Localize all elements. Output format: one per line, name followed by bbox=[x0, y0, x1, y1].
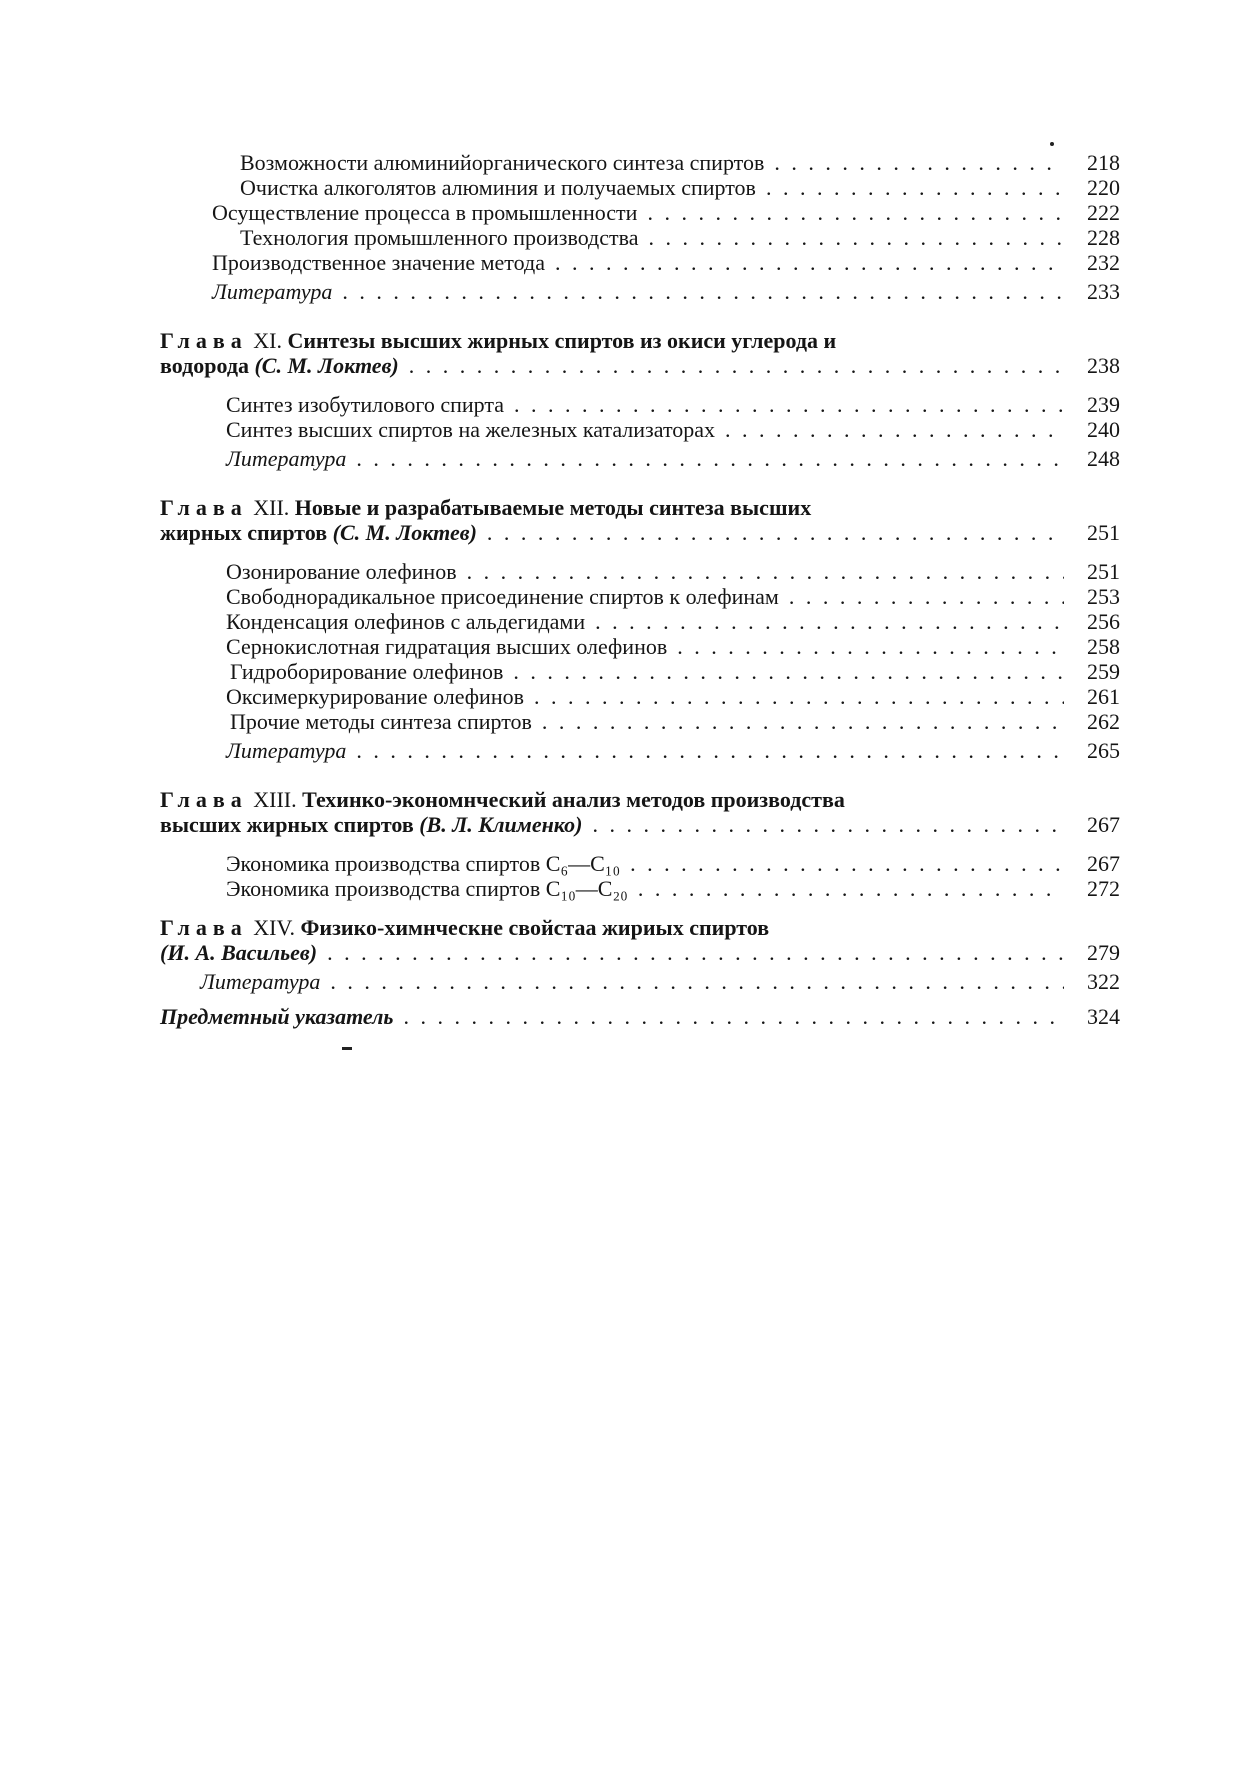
chapter-title-cont: водорода (С. М. Локтев) bbox=[160, 353, 399, 378]
chapter-title: Новые и разрабатываемые методы синтеза высших bbox=[294, 495, 812, 520]
leader-dots bbox=[403, 1004, 1064, 1029]
leader-dots bbox=[766, 175, 1064, 200]
chapter-label: Глава bbox=[160, 328, 248, 353]
toc-entry-page: 261 bbox=[1087, 684, 1120, 709]
chapter-page: 279 bbox=[1087, 940, 1120, 965]
leader-dots bbox=[555, 250, 1064, 275]
print-speck-mark bbox=[1050, 142, 1054, 146]
toc-entry[interactable] bbox=[160, 150, 1120, 175]
toc-entry[interactable] bbox=[160, 200, 1120, 225]
leader-dots bbox=[513, 659, 1064, 684]
toc-entry-page: 265 bbox=[1087, 738, 1120, 763]
toc-entry[interactable] bbox=[160, 876, 1120, 901]
toc-entry-page: 256 bbox=[1087, 609, 1120, 634]
chapter-author: (И. А. Васильев) bbox=[160, 940, 318, 965]
leader-dots bbox=[356, 446, 1064, 471]
leader-dots bbox=[327, 940, 1064, 965]
toc-entry-title: Оксимеркурирование олефинов bbox=[226, 684, 524, 709]
chapter-heading-line2[interactable] bbox=[160, 812, 1120, 837]
chapter-title: Техинко-экономнческий анализ методов производства bbox=[302, 787, 845, 812]
leader-dots bbox=[514, 392, 1064, 417]
toc-entry-page: 262 bbox=[1087, 709, 1120, 734]
toc-entry-page: 324 bbox=[1087, 1004, 1120, 1029]
toc-entry[interactable] bbox=[160, 175, 1120, 200]
chapter-heading-line2[interactable] bbox=[160, 940, 1120, 965]
chapter-label: Глава bbox=[160, 915, 248, 940]
toc-entry-index[interactable] bbox=[160, 1004, 1120, 1029]
toc-entry-page: 239 bbox=[1087, 392, 1120, 417]
toc-entry-page: 222 bbox=[1087, 200, 1120, 225]
chapter-author: (С. М. Локтев) bbox=[332, 520, 477, 545]
toc-entry[interactable] bbox=[160, 417, 1120, 442]
toc-entry-title: Прочие методы синтеза спиртов bbox=[230, 709, 532, 734]
chapter-number: XIII. bbox=[253, 787, 297, 812]
toc-entry-title: Синтез высших спиртов на железных катализаторах bbox=[226, 417, 716, 442]
toc-entry-page: 248 bbox=[1087, 446, 1120, 471]
chapter-title-cont: высших жирных спиртов (В. Л. Клименко) bbox=[160, 812, 583, 837]
toc-entry[interactable] bbox=[160, 684, 1120, 709]
leader-dots bbox=[647, 200, 1064, 225]
toc-entry-title: Экономика производства спиртов C₆—C₁₀ bbox=[226, 851, 621, 876]
toc-entry-literature[interactable] bbox=[160, 446, 1120, 471]
table-of-contents bbox=[160, 150, 1120, 1029]
toc-entry-title: Литература bbox=[212, 279, 333, 304]
toc-entry-page: 272 bbox=[1087, 876, 1120, 901]
toc-entry-title: Гидроборирование олефинов bbox=[230, 659, 504, 684]
leader-dots bbox=[534, 684, 1064, 709]
toc-entry[interactable] bbox=[160, 225, 1120, 250]
chapter-page: 238 bbox=[1087, 353, 1120, 378]
leader-dots bbox=[677, 634, 1064, 659]
chapter-author: (С. М. Локтев) bbox=[254, 353, 399, 378]
print-speck-mark bbox=[342, 1047, 352, 1050]
toc-entry-page: 322 bbox=[1087, 969, 1120, 994]
leader-dots bbox=[774, 150, 1064, 175]
chapter-number: XII. bbox=[253, 495, 290, 520]
toc-entry-page: 232 bbox=[1087, 250, 1120, 275]
chapter-page: 267 bbox=[1087, 812, 1120, 837]
toc-entry-page: 218 bbox=[1087, 150, 1120, 175]
toc-entry-title: Очистка алкоголятов алюминия и получаемых спиртов bbox=[240, 175, 756, 200]
chapter-label: Глава bbox=[160, 787, 248, 812]
toc-entry[interactable] bbox=[160, 851, 1120, 876]
toc-entry-literature[interactable] bbox=[160, 738, 1120, 763]
leader-dots bbox=[467, 559, 1064, 584]
chapter-label: Глава bbox=[160, 495, 248, 520]
toc-entry-title: Осуществление процесса в промышленности bbox=[212, 200, 638, 225]
leader-dots bbox=[356, 738, 1064, 763]
toc-entry-page: 259 bbox=[1087, 659, 1120, 684]
toc-entry[interactable] bbox=[160, 634, 1120, 659]
chapter-heading[interactable] bbox=[160, 328, 1120, 353]
chapter-heading-line2[interactable] bbox=[160, 353, 1120, 378]
toc-entry-title: Экономика производства спиртов C₁₀—C₂₀ bbox=[226, 876, 628, 901]
toc-entry[interactable] bbox=[160, 392, 1120, 417]
leader-dots bbox=[542, 709, 1064, 734]
leader-dots bbox=[409, 353, 1064, 378]
toc-entry[interactable] bbox=[160, 659, 1120, 684]
leader-dots bbox=[630, 851, 1064, 876]
chapter-title: Физико-химнческне свойстаа жириых спиртов bbox=[300, 915, 770, 940]
toc-entry-page: 253 bbox=[1087, 584, 1120, 609]
chapter-heading[interactable] bbox=[160, 915, 1120, 940]
toc-entry-page: 240 bbox=[1087, 417, 1120, 442]
chapter-page: 251 bbox=[1087, 520, 1120, 545]
toc-entry-title: Литература bbox=[200, 969, 321, 994]
toc-entry-literature[interactable] bbox=[160, 279, 1120, 304]
toc-entry-title: Сернокислотная гидратация высших олефинов bbox=[226, 634, 668, 659]
chapter-heading[interactable] bbox=[160, 787, 1120, 812]
toc-entry-title: Технология промышленного производства bbox=[240, 225, 639, 250]
leader-dots bbox=[789, 584, 1064, 609]
toc-entry-literature[interactable] bbox=[160, 969, 1120, 994]
toc-entry[interactable] bbox=[160, 609, 1120, 634]
toc-entry-title: Возможности алюминийорганического синтеза спиртов bbox=[240, 150, 765, 175]
chapter-title: Синтезы высших жирных спиртов из окиси углерода и bbox=[287, 328, 837, 353]
chapter-heading-line2[interactable] bbox=[160, 520, 1120, 545]
toc-entry-title: Озонирование олефинов bbox=[226, 559, 457, 584]
leader-dots bbox=[592, 812, 1064, 837]
chapter-number: XI. bbox=[253, 328, 282, 353]
toc-entry-title: Свободнорадикальное присоединение спиртов к олефинам bbox=[226, 584, 779, 609]
leader-dots bbox=[638, 876, 1064, 901]
toc-entry-page: 258 bbox=[1087, 634, 1120, 659]
toc-entry-page: 233 bbox=[1087, 279, 1120, 304]
leader-dots bbox=[342, 279, 1064, 304]
toc-entry-page: 228 bbox=[1087, 225, 1120, 250]
toc-entry-page: 267 bbox=[1087, 851, 1120, 876]
leader-dots bbox=[487, 520, 1064, 545]
toc-entry-title: Литература bbox=[226, 446, 347, 471]
toc-entry-page: 220 bbox=[1087, 175, 1120, 200]
leader-dots bbox=[649, 225, 1065, 250]
toc-entry[interactable] bbox=[160, 584, 1120, 609]
chapter-author: (В. Л. Клименко) bbox=[419, 812, 583, 837]
toc-entry-page: 251 bbox=[1087, 559, 1120, 584]
toc-entry-title: Конденсация олефинов с альдегидами bbox=[226, 609, 586, 634]
toc-entry-title: Производственное значение метода bbox=[212, 250, 545, 275]
leader-dots bbox=[725, 417, 1064, 442]
toc-entry[interactable] bbox=[160, 559, 1120, 584]
leader-dots bbox=[330, 969, 1064, 994]
chapter-heading[interactable] bbox=[160, 495, 1120, 520]
toc-entry-title: Предметный указатель bbox=[160, 1004, 394, 1029]
toc-entry-title: Литература bbox=[226, 738, 347, 763]
chapter-number: XIV. bbox=[253, 915, 296, 940]
toc-entry[interactable] bbox=[160, 250, 1120, 275]
leader-dots bbox=[595, 609, 1064, 634]
toc-entry[interactable] bbox=[160, 709, 1120, 734]
toc-entry-title: Синтез изобутилового спирта bbox=[226, 392, 504, 417]
chapter-title-cont: жирных спиртов (С. М. Локтев) bbox=[160, 520, 477, 545]
